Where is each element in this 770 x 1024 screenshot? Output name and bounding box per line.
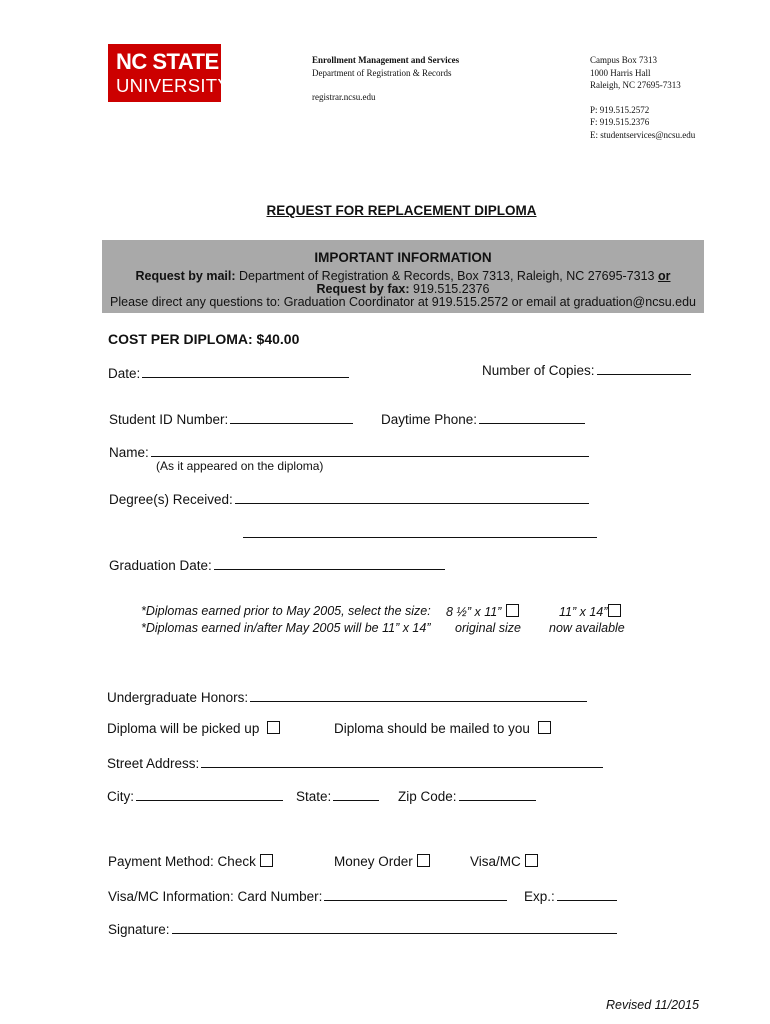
name-note: (As it appeared on the diploma) <box>156 459 324 473</box>
visa-info-row <box>108 887 507 904</box>
mailed-row <box>334 721 551 736</box>
street-row <box>107 754 603 771</box>
payment-row <box>108 854 273 869</box>
card-number-field[interactable] <box>324 887 507 901</box>
state-row <box>296 787 379 804</box>
degree-label: Degree(s) Received: <box>109 492 233 507</box>
phone-row <box>381 410 585 427</box>
money-order-label: Money Order <box>334 854 413 869</box>
signature-row <box>108 920 617 937</box>
city-field[interactable] <box>136 787 283 801</box>
zip-row <box>398 787 536 804</box>
pickup-label: Diploma will be picked up <box>107 721 260 736</box>
zip-label: Zip Code: <box>398 789 457 804</box>
student-id-field[interactable] <box>230 410 353 424</box>
copies-field[interactable] <box>597 361 691 375</box>
name-row <box>109 443 589 460</box>
payment-label: Payment Method: Check <box>108 854 256 869</box>
exp-row <box>524 887 617 904</box>
visa-option <box>470 854 538 869</box>
size-opt2-sub: now available <box>549 621 625 635</box>
header-dept-block <box>312 54 459 104</box>
exp-field[interactable] <box>557 887 617 901</box>
dept-name: Enrollment Management and Services <box>312 55 460 65</box>
address-line1: Campus Box 7313 <box>590 55 658 65</box>
name-label: Name: <box>109 445 149 460</box>
size-opt1-checkbox[interactable] <box>506 604 519 617</box>
city-row <box>107 787 283 804</box>
student-id-label: Student ID Number: <box>109 412 229 427</box>
fax-line: F: 919.515.2376 <box>590 117 650 127</box>
degree-field-line2[interactable] <box>243 537 597 538</box>
copies-label: Number of Copies: <box>482 363 595 378</box>
address-line3: Raleigh, NC 27695-7313 <box>590 80 681 90</box>
cost-per-diploma: COST PER DIPLOMA: $40.00 <box>108 331 300 347</box>
zip-field[interactable] <box>459 787 536 801</box>
dept-sub: Department of Registration & Records <box>312 67 452 78</box>
signature-label: Signature: <box>108 922 170 937</box>
mailed-label: Diploma should be mailed to you <box>334 721 530 736</box>
important-info-box <box>102 240 704 313</box>
info-mail-line <box>102 269 704 283</box>
street-label: Street Address: <box>107 756 200 771</box>
size-note-line2: *Diplomas earned in/after May 2005 will be 11” x 14” <box>141 621 431 635</box>
size-note-line1: *Diplomas earned prior to May 2005, select the size: <box>141 604 431 618</box>
info-fax-line <box>102 282 704 296</box>
revised-date: Revised 11/2015 <box>606 998 699 1012</box>
pickup-row <box>107 721 280 736</box>
header-contact-block <box>590 54 695 141</box>
fax-text: 919.515.2376 <box>413 282 490 296</box>
grad-date-field[interactable] <box>214 556 445 570</box>
phone-label: Daytime Phone: <box>381 412 478 427</box>
or-word: or <box>658 269 671 283</box>
exp-label: Exp.: <box>524 889 555 904</box>
info-heading: IMPORTANT INFORMATION <box>314 250 492 265</box>
phone-line: P: 919.515.2572 <box>590 104 650 115</box>
money-order-checkbox[interactable] <box>417 854 430 867</box>
honors-field[interactable] <box>250 688 587 702</box>
phone-field[interactable] <box>479 410 585 424</box>
honors-label: Undergraduate Honors: <box>107 690 249 705</box>
logo-line1: NC STATE <box>116 49 219 74</box>
honors-row <box>107 688 587 705</box>
address-line2: 1000 Harris Hall <box>590 67 651 78</box>
state-field[interactable] <box>333 787 379 801</box>
visa-checkbox[interactable] <box>525 854 538 867</box>
size-opt1-sub: original size <box>455 621 522 635</box>
pickup-checkbox[interactable] <box>267 721 280 734</box>
city-label: City: <box>107 789 134 804</box>
mail-text: Department of Registration & Records, Box 7313, Raleigh, NC 27695-7313 <box>239 269 655 283</box>
money-order-option <box>334 854 430 869</box>
ncsu-logo <box>108 44 231 102</box>
visa-info-label: Visa/MC Information: Card Number: <box>108 889 323 904</box>
signature-field[interactable] <box>172 920 617 934</box>
visa-label: Visa/MC <box>470 854 521 869</box>
mailed-checkbox[interactable] <box>538 721 551 734</box>
size-option-original <box>446 604 519 619</box>
degree-field[interactable] <box>235 490 589 504</box>
state-label: State: <box>296 789 332 804</box>
size-opt1-label: 8 ½” x 11” <box>446 605 502 619</box>
date-field[interactable] <box>142 364 349 378</box>
size-option-large <box>559 604 621 619</box>
date-label: Date: <box>108 366 141 381</box>
degree-row <box>109 490 589 507</box>
form-title: REQUEST FOR REPLACEMENT DIPLOMA <box>266 203 537 218</box>
copies-row <box>482 361 691 378</box>
name-field[interactable] <box>151 443 589 457</box>
student-id-row <box>109 410 353 427</box>
website: registrar.ncsu.edu <box>312 92 376 102</box>
info-questions: Please direct any questions to: Graduation Coordinator at 919.515.2572 or email at graduation@ncsu.edu <box>110 295 696 309</box>
size-opt2-checkbox[interactable] <box>608 604 621 617</box>
grad-date-label: Graduation Date: <box>109 558 212 573</box>
fax-label: Request by fax: <box>316 282 410 296</box>
mail-label: Request by mail: <box>135 269 236 283</box>
date-row <box>108 364 349 381</box>
check-checkbox[interactable] <box>260 854 273 867</box>
street-field[interactable] <box>201 754 603 768</box>
size-opt2-label: 11” x 14” <box>559 605 608 619</box>
email-line: E: studentservices@ncsu.edu <box>590 129 696 140</box>
logo-line2: UNIVERSITY <box>116 75 231 96</box>
grad-date-row <box>109 556 445 573</box>
